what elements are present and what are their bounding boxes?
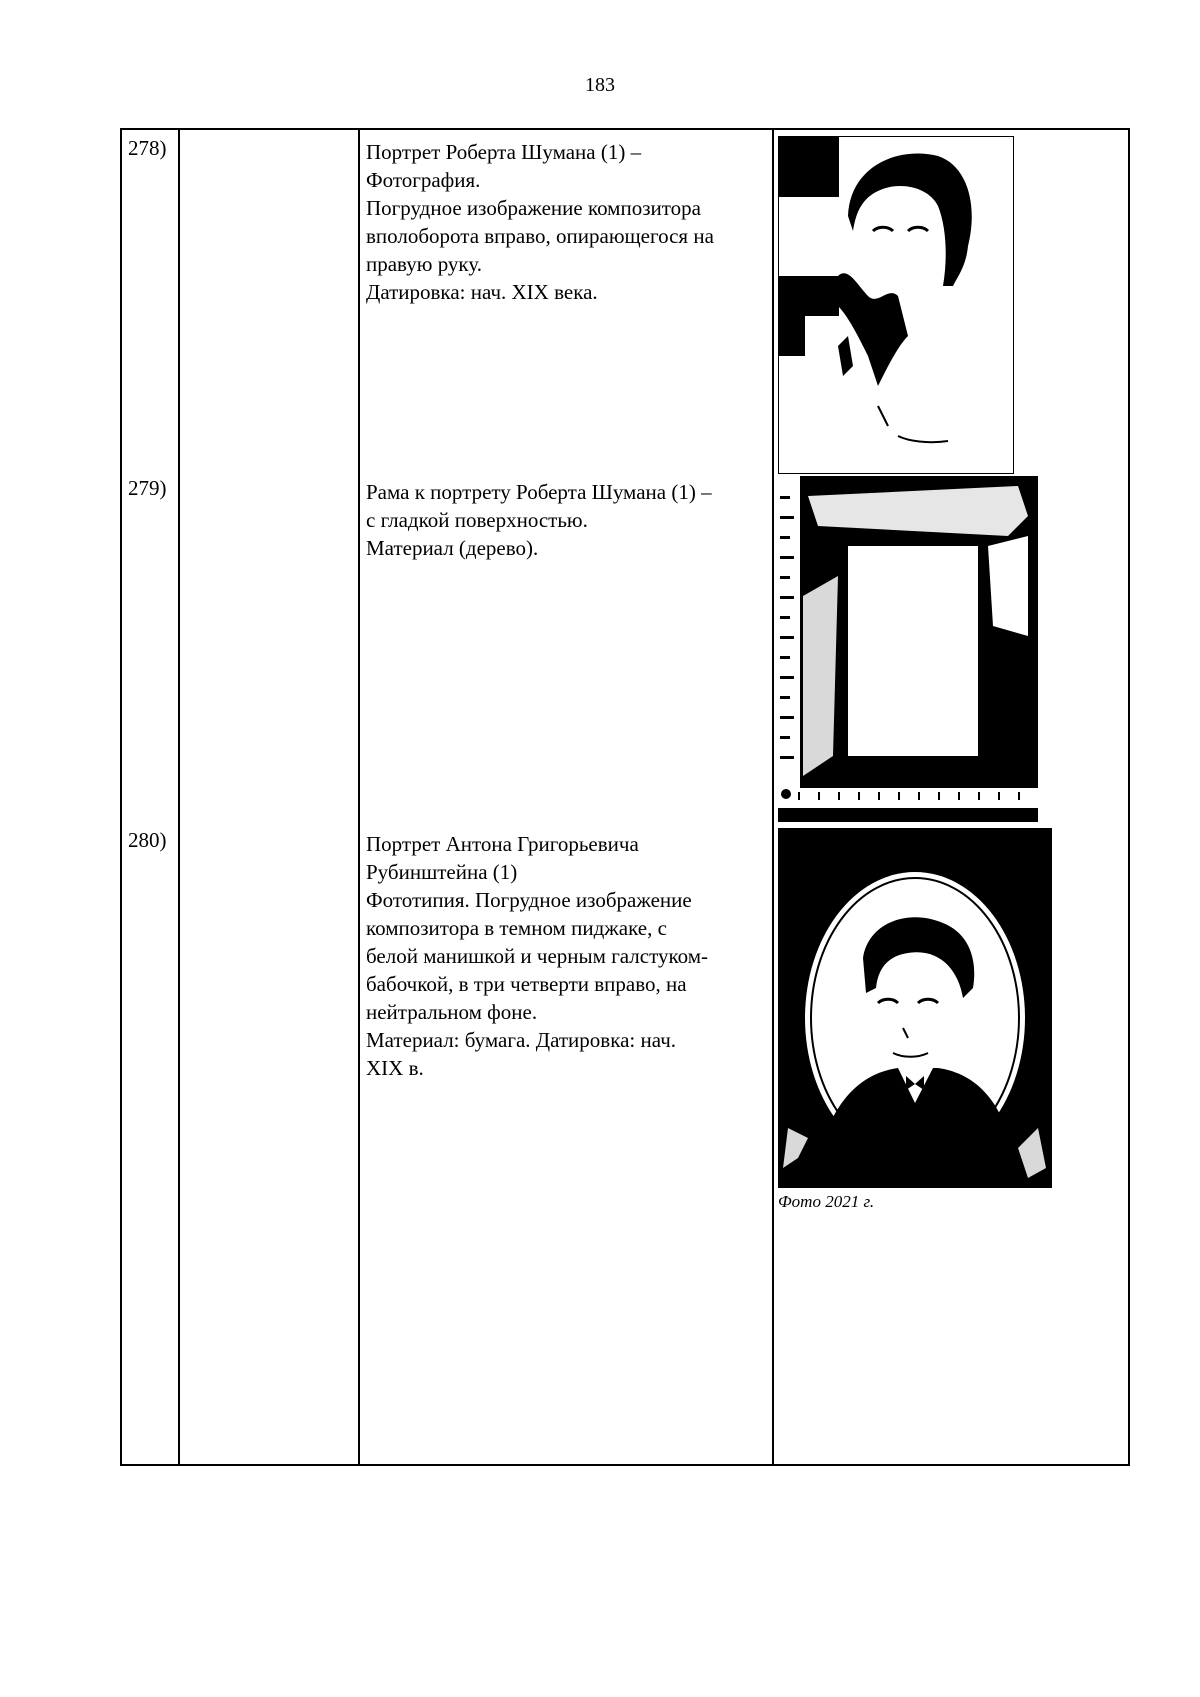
catalog-table [120, 128, 1130, 1466]
description-line: Рубинштейна (1) [366, 860, 518, 884]
rubinstein-portrait-photo [778, 828, 1052, 1188]
description-line: Датировка: нач. XIX века. [366, 280, 598, 304]
entry-number: 279) [128, 476, 167, 500]
entry-description [366, 830, 768, 1082]
description-line: с гладкой поверхностью. [366, 508, 588, 532]
description-line: вполоборота вправо, опирающегося на [366, 224, 714, 248]
photo-caption: Фото 2021 г. [778, 1192, 875, 1211]
description-line: Фотография. [366, 168, 481, 192]
frame-photo [778, 476, 1038, 822]
description-line: белой манишкой и черным галстуком- [366, 944, 709, 968]
entry-description [366, 478, 768, 562]
page-number: 183 [585, 74, 615, 96]
column-divider [772, 130, 774, 1464]
entry-number: 278) [128, 136, 167, 160]
description-line: правую руку. [366, 252, 482, 276]
description-line: Портрет Роберта Шумана (1) – [366, 140, 642, 164]
description-line: XIX в. [366, 1056, 424, 1080]
description-line: нейтральном фоне. [366, 1000, 538, 1024]
description-line: композитора в темном пиджаке, с [366, 916, 667, 940]
description-line: Материал: бумага. Датировка: нач. [366, 1028, 677, 1052]
column-divider [178, 130, 180, 1464]
description-line: Фототипия. Погрудное изображение [366, 888, 692, 912]
description-line: Портрет Антона Григорьевича [366, 832, 639, 856]
column-divider [358, 130, 360, 1464]
description-line: бабочкой, в три четверти вправо, на [366, 972, 687, 996]
description-line: Погрудное изображение композитора [366, 196, 701, 220]
schumann-portrait-photo [778, 136, 1014, 474]
description-line: Рама к портрету Роберта Шумана (1) – [366, 480, 712, 504]
entry-number: 280) [128, 828, 167, 852]
description-line: Материал (дерево). [366, 536, 539, 560]
entry-description [366, 138, 768, 306]
